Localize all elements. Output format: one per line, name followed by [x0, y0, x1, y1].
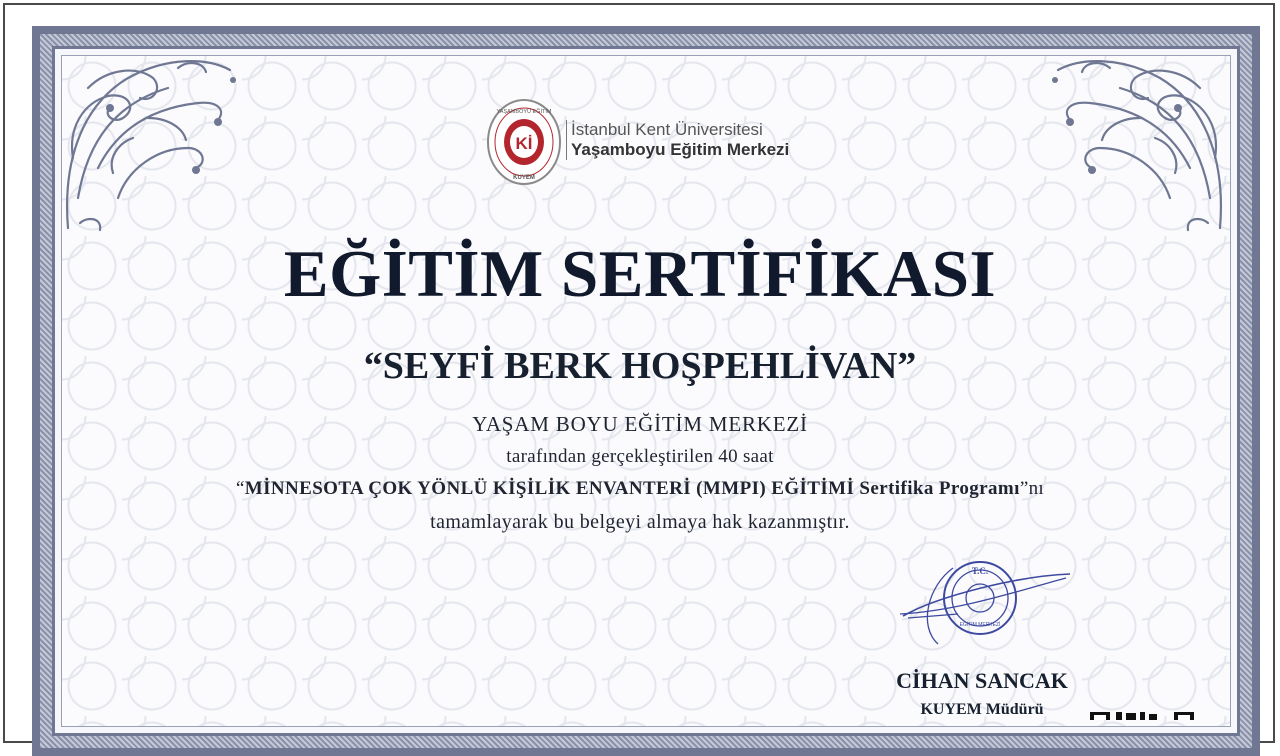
university-logo	[486, 98, 806, 186]
university-name: İstanbul Kent Üniversitesi	[571, 120, 763, 139]
signatory-title: KUYEM Müdürü	[920, 701, 1044, 718]
corner-ornament-icon	[1050, 48, 1230, 238]
svg-text:EĞİTİM MERKEZİ: EĞİTİM MERKEZİ	[959, 622, 1001, 628]
issuer-line: YAŞAM BOYU EĞİTİM MERKEZİ	[472, 412, 808, 436]
recipient-name: “SEYFİ BERK HOŞPEHLİVAN”	[363, 345, 917, 387]
center-name: Yaşamboyu Eğitim Merkezi	[571, 140, 790, 159]
official-stamp-icon	[898, 556, 1073, 651]
completion-line: tamamlayarak bu belgeyi almaya hak kazanmıştır.	[430, 511, 850, 533]
svg-text:KUYEM: KUYEM	[513, 175, 535, 181]
university-seal-icon	[486, 98, 562, 186]
program-line: “MİNNESOTA ÇOK YÖNLÜ KİŞİLİK ENVANTERİ (MMPI) EĞİTİMİ Sertifika Programı”nı	[236, 478, 1044, 499]
duration-line: tarafından gerçekleştirilen 40 saat	[506, 446, 774, 467]
svg-text:YAŞAMBOYU EĞİTİM: YAŞAMBOYU EĞİTİM	[496, 109, 552, 115]
program-name: MİNNESOTA ÇOK YÖNLÜ KİŞİLİK ENVANTERİ (MMPI) EĞİTİMİ Sertifika Programı	[244, 478, 1020, 499]
signatory-name: CİHAN SANCAK	[896, 668, 1068, 693]
certificate-title: EĞİTİM SERTİFİKASI	[283, 237, 997, 311]
svg-text:T.C.: T.C.	[971, 566, 989, 576]
corner-ornament-icon	[58, 48, 238, 238]
qr-code-icon	[1090, 711, 1194, 720]
svg-text:Kİ: Kİ	[515, 134, 533, 153]
